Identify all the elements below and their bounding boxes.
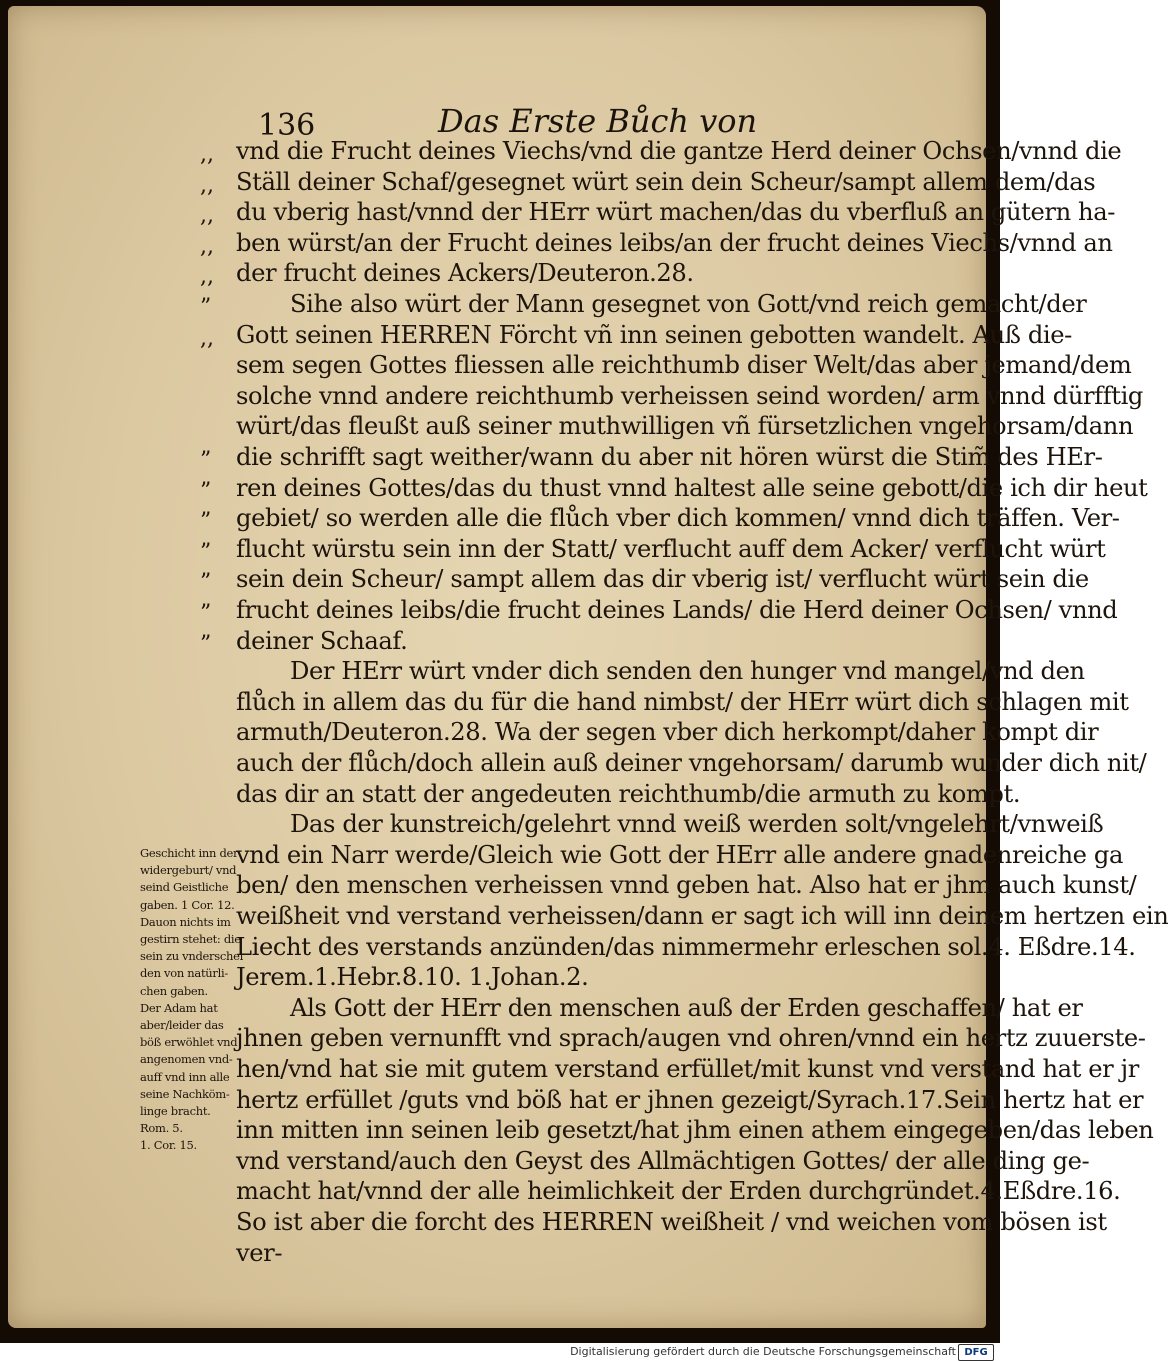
text-line: du vberig hast/vnnd der HErr würt machen/das du vberfluß an gütern ha-: [236, 198, 1116, 227]
text-line: Liecht des verstands anzünden/das nimmermehr erleschen sol.4. Eßdre.14.: [236, 932, 1136, 961]
margin-note-line: Geschicht inn der: [140, 846, 239, 860]
quote-mark: ”: [200, 601, 212, 626]
text-line: So ist aber die forcht des HERREN weißheit / vnd weichen vom bösen ist: [236, 1208, 1107, 1236]
page-header: [258, 96, 898, 143]
text-line: ben/ den menschen verheissen vnnd geben hat. Also hat er jhm auch kunst/: [236, 871, 1137, 900]
margin-note-line: seine Nachköm-: [140, 1086, 230, 1101]
text-line: jhnen geben vernunfft vnd sprach/augen vnd ohren/vnnd ein hertz zuuerste-: [236, 1024, 1146, 1053]
text-line: flucht würstu sein inn der Statt/ verflucht auff dem Acker/ verflucht würt: [236, 534, 1106, 563]
text-line: würt/das fleußt auß seiner muthwilligen vñ fürsetzlichen vngehorsam/dann: [236, 412, 1134, 441]
text-line: der frucht deines Ackers/Deuteron.28.: [236, 259, 694, 288]
margin-note-line: angenomen vnd-: [140, 1052, 233, 1067]
text-line: hen/vnd hat sie mit gutem verstand erfüllet/mit kunst vnd verstand hat er jr: [236, 1055, 1139, 1083]
margin-note-line: auff vnd inn alle: [140, 1069, 230, 1084]
quote-mark: ”: [200, 478, 212, 504]
text-line: Ställ deiner Schaf/gesegnet würt sein dein Scheur/sampt allem dem/das: [236, 167, 1096, 196]
text-line: die schrifft sagt weither/wann du aber nit hören würst die Stim̃ des HEr-: [236, 443, 1103, 471]
text-line: deiner Schaaf.: [236, 626, 408, 655]
text-line: frucht deines leibs/die frucht deines Lands/ die Herd deiner Ochsen/ vnnd: [236, 596, 1118, 624]
quote-mark: ,,: [200, 325, 214, 351]
text-line: auch der flůch/doch allein auß deiner vngehorsam/ darumb wunder dich nit/: [236, 749, 1147, 777]
quote-mark: ,,: [200, 142, 214, 167]
quote-mark: ”: [200, 295, 212, 320]
running-title: Das Erste Bůch von: [438, 102, 758, 140]
text-line: ver-: [236, 1238, 283, 1267]
quote-mark: ,,: [200, 233, 214, 259]
text-line: vnd die Frucht deines Viechs/vnd die gantze Herd deiner Ochsen/vnnd die: [236, 137, 1122, 165]
text-line: ren deines Gottes/das du thust vnnd haltest alle seine gebott/die ich dir heut: [236, 473, 1148, 502]
text-line: Der HErr würt vnder dich senden den hunger vnd mangel/vnd den: [290, 657, 1085, 686]
margin-note-line: aber/leider das: [140, 1018, 224, 1032]
text-line: sem segen Gottes fliessen alle reichthumb diser Welt/das aber jemand/dem: [236, 351, 1132, 380]
quote-mark: ”: [200, 570, 212, 596]
quote-mark: ”: [200, 539, 212, 565]
text-line: Jerem.1.Hebr.8.10. 1.Johan.2.: [236, 963, 589, 992]
margin-note-line: chen gaben.: [140, 983, 208, 998]
text-line: flůch in allem das du für die hand nimbst/ der HErr würt dich schlagen mit: [236, 687, 1129, 716]
margin-note-line: Rom. 5.: [140, 1121, 183, 1136]
dfg-logo: DFG: [958, 1344, 994, 1361]
quote-mark: ”: [200, 509, 212, 535]
margin-note-line: böß erwöhlet vnd: [140, 1035, 238, 1050]
margin-note-line: seind Geistliche: [140, 880, 229, 895]
text-line: das dir an statt der angedeuten reichthumb/die armuth zu kompt.: [236, 779, 1021, 808]
text-line: Das der kunstreich/gelehrt vnnd weiß werden solt/vngelehrt/vnweiß: [290, 810, 1104, 839]
quote-mark: ,,: [200, 172, 214, 198]
margin-note-line: Dauon nichts im: [140, 914, 231, 929]
margin-note-line: den von natürli-: [140, 966, 228, 981]
text-line: vnd verstand/auch den Geyst des Allmächtigen Gottes/ der alle ding ge-: [236, 1146, 1090, 1175]
funding-credit: Digitalisierung gefördert durch die Deutsche Forschungsgemeinschaft: [570, 1345, 956, 1358]
text-line: armuth/Deuteron.28. Wa der segen vber dich herkompt/daher kompt dir: [236, 718, 1099, 747]
text-line: solche vnnd andere reichthumb verheissen seind worden/ arm vnnd dürfftig: [236, 381, 1144, 410]
text-line: gebiet/ so werden alle die flůch vber dich kommen/ vnnd dich träffen. Ver-: [236, 504, 1120, 533]
text-line: macht hat/vnnd der alle heimlichkeit der Erden durchgründet.4.Eßdre.16.: [236, 1177, 1121, 1206]
margin-note-line: widergeburt/ vnd: [140, 863, 237, 878]
margin-note-line: gaben. 1 Cor. 12.: [140, 897, 235, 912]
quote-mark: ”: [200, 448, 212, 473]
quote-mark: ,,: [200, 203, 214, 229]
text-line: Gott seinen HERREN Förcht vñ inn seinen gebotten wandelt. Auß die-: [236, 320, 1072, 349]
margin-note-line: linge bracht.: [140, 1104, 211, 1118]
text-line: weißheit vnd verstand verheissen/dann er sagt ich will inn deinem hertzen ein: [236, 902, 1168, 930]
margin-note-line: Der Adam hat: [140, 1000, 218, 1015]
text-line: Als Gott der HErr den menschen auß der Erden geschaffen/ hat er: [290, 993, 1083, 1022]
text-line: vnd ein Narr werde/Gleich wie Gott der HErr alle andere gnadenreiche ga: [236, 840, 1123, 869]
text-line: hertz erfüllet /guts vnd böß hat er jhnen gezeigt/Syrach.17.Sein hertz hat er: [236, 1085, 1144, 1114]
text-line: ben würst/an der Frucht deines leibs/an der frucht deines Viechs/vnnd an: [236, 228, 1113, 257]
margin-note-line: gestirn stehet: die: [140, 932, 241, 946]
quote-mark: ,,: [200, 264, 214, 290]
margin-note-line: 1. Cor. 15.: [140, 1138, 197, 1153]
quote-mark: ”: [200, 631, 212, 657]
footer-bar: [0, 1343, 1000, 1361]
margin-note-line: sein zu vnderschei: [140, 949, 243, 964]
text-line: Sihe also würt der Mann gesegnet von Gott/vnd reich gemacht/der: [290, 290, 1087, 318]
text-line: sein dein Scheur/ sampt allem das dir vberig ist/ verflucht würt sein die: [236, 565, 1089, 594]
text-line: inn mitten inn seinen leib gesetzt/hat jhm einen athem eingegeben/das leben: [236, 1116, 1154, 1145]
page-number: 136: [258, 108, 316, 143]
